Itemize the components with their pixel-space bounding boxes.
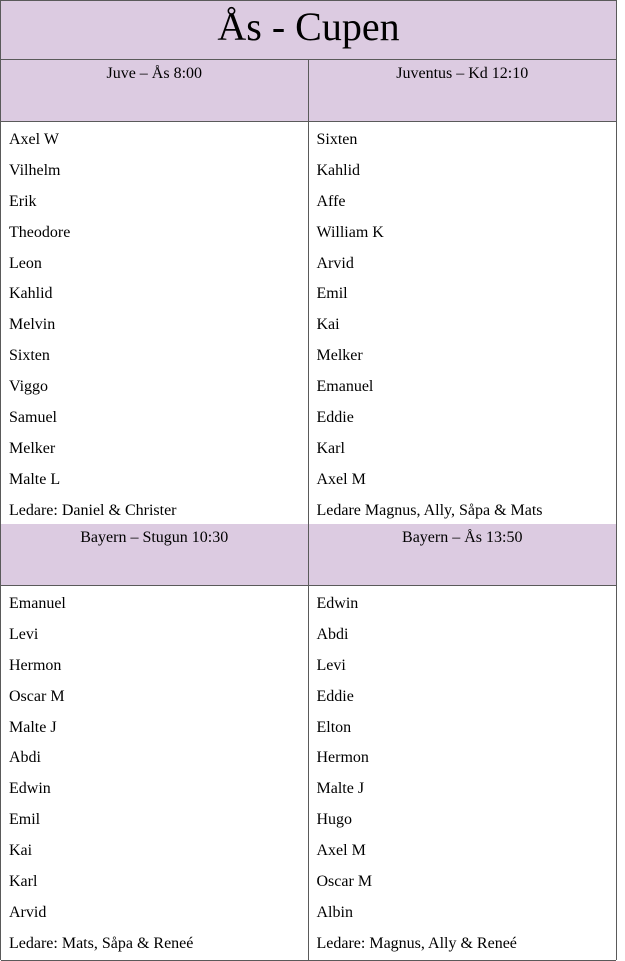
leaders-line: Ledare: Daniel & Christer	[9, 501, 177, 519]
player-name: Edwin	[316, 595, 359, 612]
player-name: Kai	[9, 842, 33, 860]
roster-column-juventus-kd	[309, 122, 617, 527]
player-name: Erik	[9, 192, 37, 210]
leaders-line: Ledare Magnus, Ally, Såpa & Mats	[316, 501, 543, 519]
player-name: Levi	[316, 656, 346, 674]
player-name: Oscar M	[9, 687, 65, 705]
player-name: Emil	[316, 285, 348, 303]
player-name: Elton	[316, 718, 352, 736]
player-name: Eddie	[316, 409, 354, 427]
match-header-bayern-as: Bayern – Ås 13:50	[402, 529, 523, 546]
player-name: Levi	[9, 625, 39, 643]
roster-column-juve-as	[1, 122, 309, 527]
player-name: Samuel	[9, 409, 57, 427]
player-name: Emanuel	[9, 595, 66, 612]
player-name: William K	[316, 223, 384, 241]
player-name: Axel W	[9, 131, 59, 148]
player-name: Melker	[316, 347, 363, 365]
leaders-line: Ledare: Magnus, Ally & Reneé	[316, 934, 517, 952]
player-name: Affe	[316, 192, 346, 210]
player-name: Hermon	[9, 656, 62, 674]
match-header-row	[1, 524, 616, 586]
player-name: Malte J	[316, 780, 365, 798]
player-name: Karl	[9, 873, 38, 891]
match-header-row	[1, 60, 616, 122]
player-name: Sixten	[9, 347, 50, 365]
player-name: Eddie	[316, 687, 354, 705]
player-name: Hugo	[316, 811, 353, 829]
player-name: Malte L	[9, 470, 61, 488]
player-name: Viggo	[9, 378, 49, 396]
player-name: Arvid	[9, 903, 47, 921]
player-name: Hermon	[316, 749, 369, 767]
player-name: Emanuel	[316, 378, 374, 396]
match-section-2	[1, 524, 616, 961]
player-name: Leon	[9, 254, 42, 272]
player-name: Kahlid	[316, 161, 361, 179]
player-name: Theodore	[9, 223, 71, 241]
player-name: Kahlid	[9, 285, 53, 303]
roster-column-bayern-as	[309, 586, 617, 960]
player-name: Arvid	[316, 254, 354, 272]
player-name: Malte J	[9, 718, 57, 736]
player-name: Vilhelm	[9, 161, 61, 179]
player-name: Edwin	[9, 780, 51, 798]
player-name: Karl	[316, 439, 345, 457]
match-header-bayern-stugun: Bayern – Stugun 10:30	[1, 524, 309, 585]
leaders-line: Ledare: Mats, Såpa & Reneé	[9, 934, 194, 952]
player-name: Axel M	[316, 470, 366, 488]
player-name: Albin	[316, 903, 353, 921]
title-row	[1, 0, 616, 60]
page-title: Ås - Cupen	[217, 4, 400, 49]
player-name: Melker	[9, 439, 56, 457]
match-section-1	[1, 60, 616, 528]
roster-column-bayern-stugun	[1, 586, 309, 960]
player-name: Kai	[316, 316, 340, 334]
player-name: Abdi	[316, 625, 349, 643]
player-name: Oscar M	[316, 873, 373, 891]
match-header-juve-as: Juve – Ås 8:00	[1, 60, 309, 121]
player-name: Melvin	[9, 316, 56, 334]
player-name: Abdi	[9, 749, 41, 767]
player-name: Sixten	[316, 131, 358, 148]
roster-row	[1, 122, 616, 528]
player-name: Emil	[9, 811, 41, 829]
roster-row	[1, 586, 616, 961]
player-name: Axel M	[316, 842, 366, 860]
match-header-juventus-kd: Juventus – Kd 12:10	[396, 65, 529, 82]
